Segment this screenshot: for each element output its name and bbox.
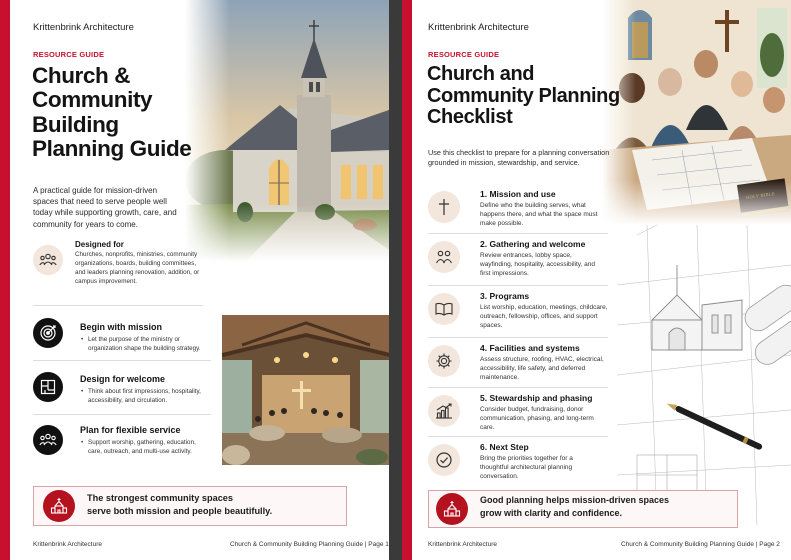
page-title: Church & Community Building Planning Guide (32, 63, 192, 161)
checklist-step-body: Consider budget, fundraising, donor communication, phasing, and long-term care. (480, 406, 594, 432)
divider (428, 436, 608, 437)
checklist-step-title: 3. Programs (480, 291, 530, 301)
target-icon (33, 318, 63, 348)
checklist-step-body: Bring the priorities together for a thoughtful architectural planning conversation. (480, 455, 573, 481)
footer-right: Church & Community Building Planning Guide | Page 1 (230, 541, 389, 548)
divider (33, 360, 211, 361)
church-sketch-illustration (617, 225, 791, 525)
checklist-step-title: 1. Mission and use (480, 189, 556, 199)
church-icon (43, 490, 75, 522)
brand-name: Krittenbrink Architecture (428, 22, 529, 33)
checklist-step-body: List worship, education, meetings, childcare, outreach, fellowship, offices, and support spaces. (480, 304, 608, 330)
item-bullet-welcome: • Think about first impressions, hospitality, accessibility, and circulation. (81, 387, 211, 406)
people-icon (428, 241, 460, 273)
resource-guide-kicker: RESOURCE GUIDE (33, 50, 105, 59)
checklist-step-title: 6. Next Step (480, 442, 529, 452)
item-bullet-flexible: • Support worship, gathering, education, care, outreach, and multi-use activity. (81, 438, 211, 457)
item-bullet-mission: • Let the purpose of the ministry or organization shape the building strategy. (81, 335, 211, 354)
resource-guide-kicker: RESOURCE GUIDE (428, 50, 500, 59)
divider (428, 337, 608, 338)
divider (33, 414, 211, 415)
intro-paragraph: A practical guide for mission-driven spaces that need to serve people well today while supporting growth, care, and community for years to come. (33, 186, 177, 229)
checkmark-icon (428, 444, 460, 476)
church-interior-photo (222, 315, 389, 465)
church-icon (436, 493, 468, 525)
callout-text: Good planning helps mission-driven spaces grow with clarity and confidence. (480, 495, 670, 519)
people-group-icon (33, 425, 63, 455)
guide-page-2 (402, 0, 791, 560)
designed-for-body: Churches, nonprofits, ministries, community organizations, boards, building committees, and leaders planning renovation, addition, or campus improvement. (75, 251, 200, 285)
cross-icon (428, 191, 460, 223)
checklist-step-body: Define who the building serves, what happens there, and what the space must make possible. (480, 202, 598, 228)
intro-paragraph: Use this checklist to prepare for a planning conversation grounded in mission, stewardship, and service. (428, 148, 610, 168)
page-title: Church and Community Planning Checklist (427, 63, 620, 129)
church-exterior-photo (185, 0, 389, 262)
divider (428, 285, 608, 286)
divider (33, 305, 203, 306)
people-group-icon (33, 245, 63, 275)
checklist-step-body: Review entrances, lobby space, wayfinding, hospitality, accessibility, and first impressions. (480, 252, 596, 278)
footer-right: Church & Community Building Planning Guide | Page 2 (621, 541, 780, 548)
item-title-mission: Begin with mission (80, 322, 163, 332)
brand-name: Krittenbrink Architecture (33, 22, 134, 33)
checklist-step-title: 2. Gathering and welcome (480, 239, 586, 249)
guide-page-1 (0, 0, 389, 560)
bible-label: HOLY BIBLE (745, 191, 776, 200)
callout-text: The strongest community spaces serve both mission and people beautifully. (87, 493, 273, 517)
accent-bar (402, 0, 412, 560)
divider (428, 387, 608, 388)
checklist-step-title: 5. Stewardship and phasing (480, 393, 593, 403)
checklist-step-body: Assess structure, roofing, HVAC, electrical, accessibility, life safety, and deferred maintenance. (480, 356, 604, 382)
floorplan-icon (33, 372, 63, 402)
item-title-welcome: Design for welcome (80, 374, 166, 384)
divider (428, 233, 608, 234)
checklist-step-title: 4. Facilities and systems (480, 343, 580, 353)
open-book-icon (428, 293, 460, 325)
footer-left: Krittenbrink Architecture (33, 541, 103, 548)
accent-bar (0, 0, 10, 560)
gear-icon (428, 345, 460, 377)
item-title-flexible: Plan for flexible service (80, 425, 181, 435)
planning-meeting-photo (602, 0, 791, 225)
designed-for-title: Designed for (75, 240, 124, 249)
growth-chart-icon (428, 395, 460, 427)
footer-left: Krittenbrink Architecture (428, 541, 498, 548)
